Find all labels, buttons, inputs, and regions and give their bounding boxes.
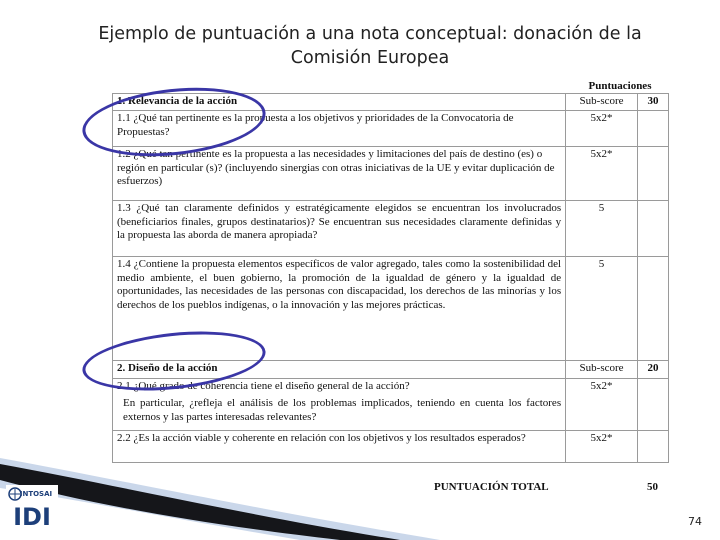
intosai-idi-logo <box>6 485 58 533</box>
slide-title-line-1: Ejemplo de puntuación a una nota conceptual: donación de la <box>98 24 642 44</box>
table-row <box>113 147 669 201</box>
criterion-number: 1.4 <box>117 258 131 271</box>
total-value: 50 <box>647 481 658 493</box>
page-number: 74 <box>688 515 702 528</box>
criterion-text: ¿Qué grado de coherencia tiene el diseño general de la acción? <box>133 379 410 392</box>
slide-title <box>60 22 680 70</box>
criterion-text-extra: En particular, ¿refleja el análisis de los problemas implicados, teniendo en cuenta los factores externos y las partes interesadas relevantes? <box>123 397 562 423</box>
criterion-text: ¿Qué tan pertinente es la propuesta a los objetivos y prioridades de la Convocatoria de Propuestas? <box>117 112 514 138</box>
empty-cell <box>638 201 669 257</box>
decorative-swoosh <box>0 440 440 540</box>
criterion-number: 1.3 <box>117 202 131 215</box>
empty-cell <box>638 378 669 430</box>
empty-cell <box>638 257 669 361</box>
criterion-number: 1.1 <box>117 112 131 125</box>
criterion-text: ¿Qué tan claramente definidos y estratégicamente elegidos se encuentran los involucrados (beneficiarios finales, grupos destinatarios)? Se encuentran sus necesidades claramente definidas y la propuesta las aborda de manera apropiada? <box>117 202 562 242</box>
section-title: 1. Relevancia de la acción <box>113 94 566 111</box>
logo-text: IDI <box>13 503 51 531</box>
total-label: PUNTUACIÓN TOTAL <box>434 481 549 493</box>
criterion-cell <box>113 147 566 201</box>
criterion-score: 5 <box>566 257 638 361</box>
empty-cell <box>638 147 669 201</box>
empty-cell <box>638 430 669 462</box>
section-title: 2. Diseño de la acción <box>113 361 566 378</box>
subscore-label: Sub-score <box>566 361 638 378</box>
logo-org-text: INTOSAI <box>19 490 53 498</box>
section-total: 20 <box>638 361 669 378</box>
criterion-score: 5x2* <box>566 111 638 147</box>
criterion-number: 1.2 <box>117 148 131 161</box>
criterion-score: 5x2* <box>566 430 638 462</box>
criterion-text: ¿Qué tan pertinente es la propuesta a las necesidades y limitaciones del país de destino (es) o región en particular (s)? (incluyendo sinergias con otras iniciativas de la UE y evitar duplicación de esfuerzos) <box>117 148 555 188</box>
empty-cell <box>638 111 669 147</box>
criterion-score: 5 <box>566 201 638 257</box>
slide-title-line-2: Comisión Europea <box>290 48 450 68</box>
criterion-score: 5x2* <box>566 378 638 430</box>
criterion-text: ¿Es la acción viable y coherente en relación con los objetivos y los resultados esperados? <box>133 431 526 444</box>
section-total: 30 <box>638 94 669 111</box>
table-row <box>113 201 669 257</box>
criterion-cell <box>113 201 566 257</box>
subscore-label: Sub-score <box>566 94 638 111</box>
criterion-text: ¿Contiene la propuesta elementos específicos de valor agregado, tales como la sostenibilidad del medio ambiente, el buen gobierno, la promoción de la igualdad de género y la igualdad de oportunidades, las necesidades de las personas con discapacidad, los derechos de las minorías y los derechos de los pueblos indígenas, o la innovación y las mejores prácticas. <box>117 258 562 311</box>
criterion-score: 5x2* <box>566 147 638 201</box>
criterion-number: 2.2 <box>117 431 131 444</box>
criterion-number: 2.1 <box>117 379 131 392</box>
scores-header: Puntuaciones <box>588 80 652 92</box>
